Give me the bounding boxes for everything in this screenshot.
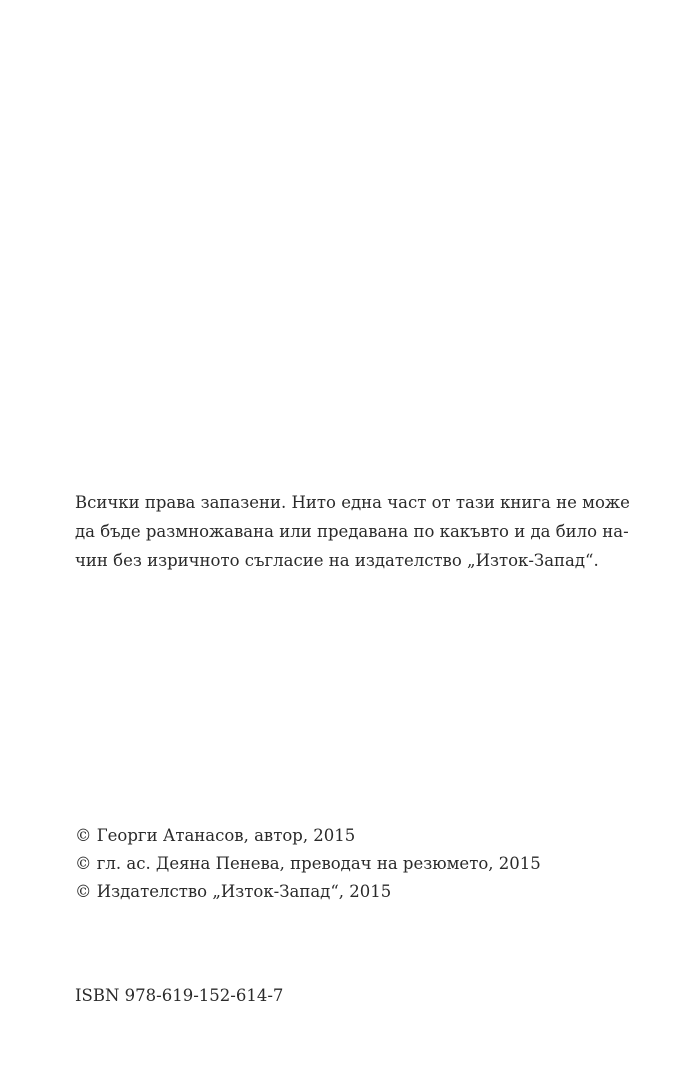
copyright-author: © Георги Атанасов, автор, 2015 <box>75 826 356 845</box>
rights-notice-line: Всички права запазени. Нито една част от тази книга не може <box>75 493 630 512</box>
copyright-list <box>75 822 635 906</box>
rights-notice <box>75 488 635 575</box>
copyright-translator: © гл. ас. Деяна Пенева, преводач на резюмето, 2015 <box>75 854 541 873</box>
copyright-publisher: © Издателство „Изток-Запад“, 2015 <box>75 882 392 901</box>
isbn-number: ISBN 978-619-152-614-7 <box>75 986 284 1005</box>
rights-notice-line: чин без изричното съгласие на издателство „Изток-Запад“. <box>75 551 599 570</box>
rights-notice-line: да бъде размножавана или предавана по какъвто и да било на- <box>75 522 629 541</box>
